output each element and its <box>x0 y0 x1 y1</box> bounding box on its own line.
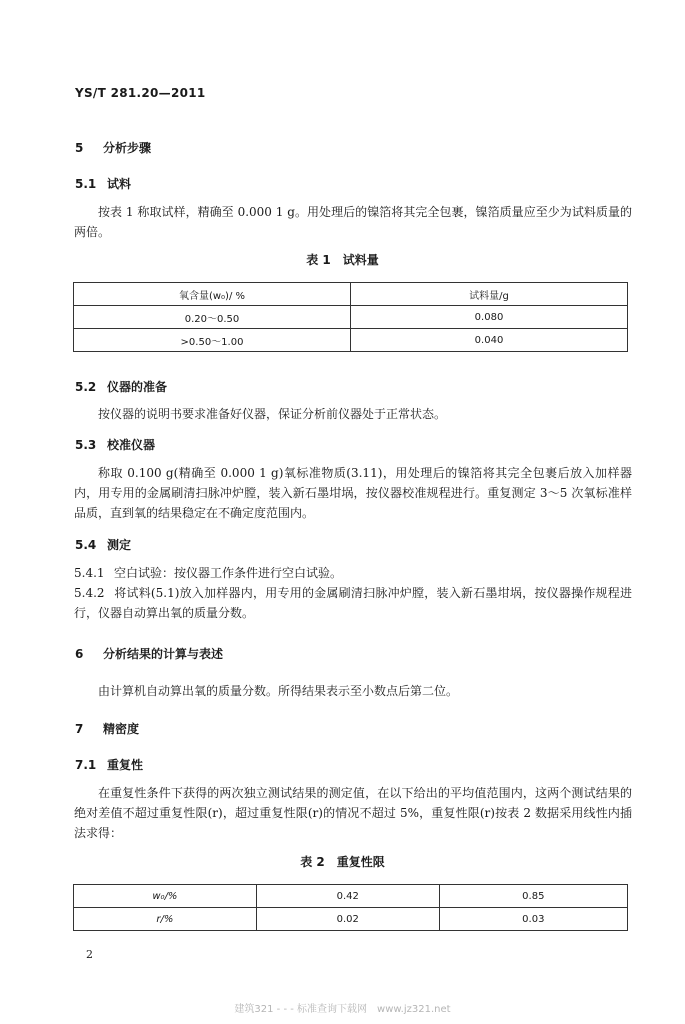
table-cell: 0.03 <box>439 908 627 931</box>
clause-text: 将试料(5.1)放入加样器内，用专用的金属刷清扫脉冲炉膛，装入新石墨坩埚，按仪器操作规程进行，仪器自动算出氧的质量分数。 <box>74 586 632 620</box>
clause-text: 空白试验：按仪器工作条件进行空白试验。 <box>114 566 343 580</box>
section-title: 分析步骤 <box>103 141 152 155</box>
section-5-2-heading <box>75 378 167 395</box>
section-title: 测定 <box>107 538 132 552</box>
section-title: 精密度 <box>103 722 140 736</box>
table-cell: 0.080 <box>351 306 628 329</box>
section-number: 5.2 <box>75 380 97 394</box>
table-2-caption: 表 2 重复性限 <box>300 855 385 869</box>
section-7-1-paragraph: 在重复性条件下获得的两次独立测试结果的测定值，在以下给出的平均值范围内，这两个测试结果的绝对差值不超过重复性限(r)，超过重复性限(r)的情况不超过 5%，重复性限(r)按表 2 数据采用线性内插法求得： <box>74 786 632 840</box>
table-cell: 0.20～0.50 <box>74 306 351 329</box>
table-row <box>74 885 628 908</box>
table-1-caption: 表 1 试料量 <box>306 253 379 267</box>
clause-number: 5.4.2 <box>74 586 105 600</box>
table-cell: 0.040 <box>351 329 628 352</box>
table-2 <box>73 884 628 931</box>
section-number: 7.1 <box>75 758 97 772</box>
table-row-header: w₀/% <box>74 885 257 908</box>
section-5-4-heading <box>75 536 131 553</box>
section-5-1-paragraph: 按表 1 称取试样，精确至 0.000 1 g。用处理后的镍箔将其完全包裹，镍箔质量应至少为试料质量的两倍。 <box>74 205 632 239</box>
section-number: 5.3 <box>75 438 97 452</box>
table-1 <box>73 282 628 352</box>
table-header-row <box>74 283 628 306</box>
section-number: 5.1 <box>75 177 97 191</box>
section-6-paragraph: 由计算机自动算出氧的质量分数。所得结果表示至小数点后第二位。 <box>98 684 459 698</box>
section-5-3-heading <box>75 436 155 453</box>
table-header-cell: 氧含量(w₀)/ % <box>74 283 351 306</box>
section-7-1-heading <box>75 756 143 773</box>
section-title: 重复性 <box>107 758 144 772</box>
section-title: 仪器的准备 <box>107 380 168 394</box>
clause-number: 5.4.1 <box>74 566 105 580</box>
section-number: 5 <box>75 141 84 155</box>
section-number: 7 <box>75 722 84 736</box>
table-cell: 0.85 <box>439 885 627 908</box>
table-row <box>74 908 628 931</box>
table-header-cell: 试料量/g <box>351 283 628 306</box>
section-title: 试料 <box>107 177 132 191</box>
table-row <box>74 329 628 352</box>
watermark: 建筑321 - - - 标准查询下载网 www.jz321.net <box>234 1004 451 1015</box>
table-cell: 0.02 <box>256 908 439 931</box>
section-5-heading <box>75 139 151 156</box>
section-number: 5.4 <box>75 538 97 552</box>
section-5-2-paragraph: 按仪器的说明书要求准备好仪器，保证分析前仪器处于正常状态。 <box>98 407 447 421</box>
section-7-heading <box>75 720 139 737</box>
section-5-3-paragraph: 称取 0.100 g(精确至 0.000 1 g)氧标准物质(3.11)，用处理后的镍箔将其完全包裹后放入加样器内，用专用的金属刷清扫脉冲炉膛，装入新石墨坩埚，按仪器校准规程进行。重复测定 3～5 次氧标准样品质，直到氧的结果稳定在不确定度范围内。 <box>74 466 632 520</box>
section-5-1-heading <box>75 175 131 192</box>
section-5-4-2 <box>74 583 632 623</box>
section-title: 校准仪器 <box>107 438 156 452</box>
section-5-4-1 <box>74 563 632 583</box>
section-number: 6 <box>75 647 84 661</box>
standard-code: YS/T 281.20—2011 <box>75 86 206 100</box>
section-6-heading <box>75 645 223 662</box>
page-number: 2 <box>86 948 93 961</box>
section-title: 分析结果的计算与表述 <box>103 647 224 661</box>
table-row-header: r/% <box>74 908 257 931</box>
table-cell: 0.42 <box>256 885 439 908</box>
table-cell: >0.50～1.00 <box>74 329 351 352</box>
table-row <box>74 306 628 329</box>
